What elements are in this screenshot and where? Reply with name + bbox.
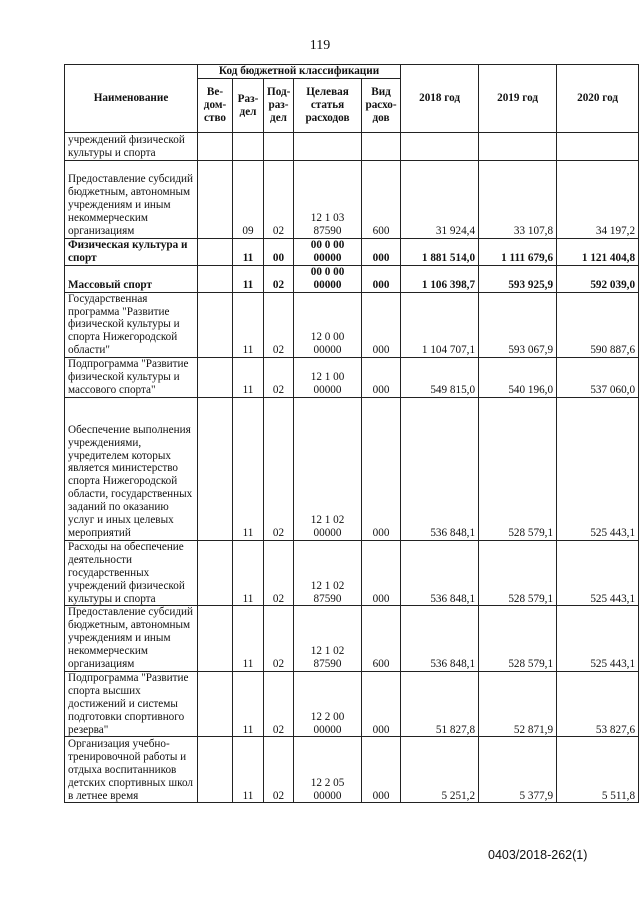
table-cell-target: 12 1 00 00000: [294, 358, 362, 398]
table-cell-target: [294, 133, 362, 161]
table-cell-target: 12 1 02 87590: [294, 606, 362, 672]
header-podrazdel: Под-раз-дел: [264, 79, 294, 133]
table-cell-vid: 600: [362, 606, 401, 672]
table-cell-target: 12 1 03 87590: [294, 161, 362, 239]
table-cell-2019: 540 196,0: [479, 358, 557, 398]
table-cell-podrazdel: 02: [264, 737, 294, 803]
table-cell-razdel: 11: [233, 671, 264, 737]
table-cell-2018: 549 815,0: [401, 358, 479, 398]
table-cell-vid: 000: [362, 671, 401, 737]
header-vid: Вид расхо-дов: [362, 79, 401, 133]
table-cell-podrazdel: 00: [264, 239, 294, 266]
table-cell-name: Подпрограмма "Развитие физической культуры и массового спорта": [65, 358, 198, 398]
table-cell-podrazdel: 02: [264, 292, 294, 358]
header-2018: 2018 год: [401, 65, 479, 133]
table-cell-2019: 33 107,8: [479, 161, 557, 239]
table-cell-vid: 000: [362, 265, 401, 292]
table-cell-target: 12 2 00 00000: [294, 671, 362, 737]
table-row: [65, 161, 639, 239]
table-cell-vid: 000: [362, 540, 401, 606]
table-cell-2020: 53 827,6: [557, 671, 639, 737]
table-cell-razdel: 11: [233, 239, 264, 266]
table-cell-vid: 000: [362, 358, 401, 398]
table-cell-razdel: 11: [233, 265, 264, 292]
table-cell-2019: 528 579,1: [479, 606, 557, 672]
table-cell-vid: 000: [362, 737, 401, 803]
header-2020: 2020 год: [557, 65, 639, 133]
table-row: [65, 397, 639, 540]
table-row: [65, 606, 639, 672]
table-cell-podrazdel: [264, 133, 294, 161]
table-cell-2020: 1 121 404,8: [557, 239, 639, 266]
table-cell-vedomstvo: [198, 161, 233, 239]
table-cell-name: Государственная программа "Развитие физической культуры и спорта Нижегородской области": [65, 292, 198, 358]
table-cell-name: Обеспечение выполнения учреждениями, учредителем которых является министерство спорта Нижегородской области, государственных заданий по оказанию услуг и иных целевых мероприятий: [65, 397, 198, 540]
table-cell-target: 00 0 00 00000: [294, 265, 362, 292]
table-cell-2018: 31 924,4: [401, 161, 479, 239]
table-cell-vid: 000: [362, 397, 401, 540]
table-row: [65, 133, 639, 161]
table-cell-razdel: 11: [233, 358, 264, 398]
table-cell-podrazdel: 02: [264, 671, 294, 737]
table-row: [65, 239, 639, 266]
table-cell-vedomstvo: [198, 358, 233, 398]
table-row: [65, 265, 639, 292]
table-cell-razdel: 11: [233, 606, 264, 672]
budget-table: [64, 64, 639, 803]
header-2019: 2019 год: [479, 65, 557, 133]
table-cell-name: Организация учебно-тренировочной работы и отдыха воспитанников детских спортивных школ в летнее время: [65, 737, 198, 803]
table-cell-target: 12 1 02 87590: [294, 540, 362, 606]
table-row: [65, 292, 639, 358]
document-code: 0403/2018-262(1): [488, 848, 588, 862]
table-cell-razdel: 11: [233, 292, 264, 358]
table-cell-razdel: 11: [233, 737, 264, 803]
table-cell-2019: 52 871,9: [479, 671, 557, 737]
table-cell-razdel: 11: [233, 397, 264, 540]
table-cell-podrazdel: 02: [264, 397, 294, 540]
table-cell-target: 12 2 05 00000: [294, 737, 362, 803]
table-cell-2020: 537 060,0: [557, 358, 639, 398]
table-cell-2019: 593 925,9: [479, 265, 557, 292]
table-cell-target: 00 0 00 00000: [294, 239, 362, 266]
table-cell-podrazdel: 02: [264, 161, 294, 239]
table-cell-name: Массовый спорт: [65, 265, 198, 292]
table-cell-2018: 536 848,1: [401, 540, 479, 606]
table-cell-2019: 1 111 679,6: [479, 239, 557, 266]
table-cell-2019: 593 067,9: [479, 292, 557, 358]
table-cell-2018: 5 251,2: [401, 737, 479, 803]
table-cell-2020: 34 197,2: [557, 161, 639, 239]
table-cell-2020: 525 443,1: [557, 397, 639, 540]
table-cell-2019: 528 579,1: [479, 397, 557, 540]
table-cell-2020: 525 443,1: [557, 540, 639, 606]
table-cell-vedomstvo: [198, 737, 233, 803]
table-cell-2020: 525 443,1: [557, 606, 639, 672]
table-cell-razdel: 11: [233, 540, 264, 606]
header-vedomstvo: Ве-дом-ство: [198, 79, 233, 133]
table-cell-vid: 600: [362, 161, 401, 239]
table-body: [65, 133, 639, 803]
table-row: [65, 671, 639, 737]
table-cell-2020: [557, 133, 639, 161]
table-cell-vedomstvo: [198, 606, 233, 672]
table-cell-name: Физическая культура и спорт: [65, 239, 198, 266]
table-cell-2019: 528 579,1: [479, 540, 557, 606]
table-cell-2018: 1 881 514,0: [401, 239, 479, 266]
table-cell-2018: 1 104 707,1: [401, 292, 479, 358]
table-cell-2019: 5 377,9: [479, 737, 557, 803]
table-cell-target: 12 0 00 00000: [294, 292, 362, 358]
header-target: Целевая статья расходов: [294, 79, 362, 133]
table-cell-2018: [401, 133, 479, 161]
table-row: [65, 737, 639, 803]
table-cell-name: Подпрограмма "Развитие спорта высших достижений и системы подготовки спортивного резерва": [65, 671, 198, 737]
page-number: 119: [309, 38, 331, 53]
table-cell-razdel: 09: [233, 161, 264, 239]
table-cell-2020: 590 887,6: [557, 292, 639, 358]
table-cell-vid: 000: [362, 292, 401, 358]
table-row: [65, 358, 639, 398]
table-cell-vedomstvo: [198, 540, 233, 606]
table-cell-razdel: [233, 133, 264, 161]
table-cell-2018: 536 848,1: [401, 606, 479, 672]
table-cell-vedomstvo: [198, 265, 233, 292]
table-cell-name: Предоставление субсидий бюджетным, автономным учреждениям и иным некоммерческим организациям: [65, 161, 198, 239]
table-cell-vedomstvo: [198, 397, 233, 540]
table-cell-vedomstvo: [198, 133, 233, 161]
table-cell-2018: 536 848,1: [401, 397, 479, 540]
table-cell-name: Расходы на обеспечение деятельности государственных учреждений физической культуры и спорта: [65, 540, 198, 606]
table-cell-vedomstvo: [198, 239, 233, 266]
table-cell-name: Предоставление субсидий бюджетным, автономным учреждениям и иным некоммерческим организациям: [65, 606, 198, 672]
table-cell-vid: [362, 133, 401, 161]
table-cell-name: учреждений физической культуры и спорта: [65, 133, 198, 161]
table-cell-2018: 51 827,8: [401, 671, 479, 737]
table-cell-vedomstvo: [198, 671, 233, 737]
table-cell-2020: 5 511,8: [557, 737, 639, 803]
table-cell-vedomstvo: [198, 292, 233, 358]
table-cell-2018: 1 106 398,7: [401, 265, 479, 292]
table-cell-2020: 592 039,0: [557, 265, 639, 292]
table-cell-podrazdel: 02: [264, 358, 294, 398]
header-razdel: Раз-дел: [233, 79, 264, 133]
header-code-group: Код бюджетной классификации: [198, 65, 401, 79]
table-cell-podrazdel: 02: [264, 265, 294, 292]
table-row: [65, 540, 639, 606]
table-cell-target: 12 1 02 00000: [294, 397, 362, 540]
table-cell-podrazdel: 02: [264, 606, 294, 672]
table-cell-2019: [479, 133, 557, 161]
header-name: Наименование: [65, 65, 198, 133]
table-cell-podrazdel: 02: [264, 540, 294, 606]
table-cell-vid: 000: [362, 239, 401, 266]
